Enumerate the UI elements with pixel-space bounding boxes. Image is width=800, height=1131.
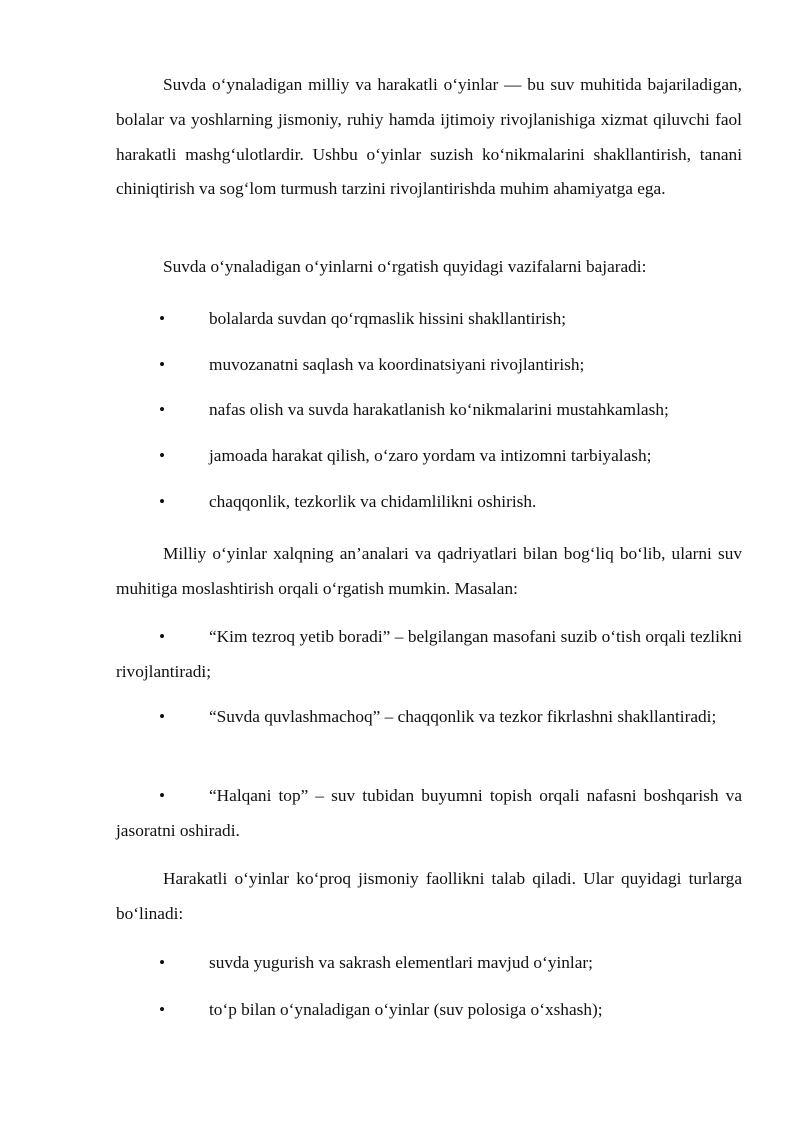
list-item-text: “Halqani top” – suv tubidan buyumni topish orqali nafasni boshqarish va jasoratni oshiradi. (116, 786, 742, 840)
list-item-text: nafas olish va suvda harakatlanish ko‘nikmalarini mustahkamlash; (209, 400, 669, 419)
tasks-intro-paragraph: Suvda o‘ynaladigan o‘yinlarni o‘rgatish quyidagi vazifalarni bajaradi: (163, 257, 647, 276)
list-item-text: suvda yugurish va sakrash elementlari mavjud o‘yinlar; (209, 953, 593, 972)
national-games-paragraph: Milliy o‘yinlar xalqning an’analari va qadriyatlari bilan bog‘liq bo‘lib, ularni suv muhitiga moslashtirish orqali o‘rgatish mumkin. Masalan: (116, 544, 742, 598)
list-item (116, 700, 742, 735)
bullet-icon: • (159, 492, 166, 511)
bullet-icon: • (159, 953, 166, 972)
list-item (116, 779, 742, 849)
list-item-text: to‘p bilan o‘ynaladigan o‘yinlar (suv polosiga o‘xshash); (209, 1000, 603, 1019)
bullet-icon: • (159, 309, 166, 328)
list-item (116, 620, 742, 690)
movement-games-paragraph: Harakatli o‘yinlar ko‘proq jismoniy faollikni talab qiladi. Ular quyidagi turlarga bo‘linadi: (116, 869, 742, 923)
bullet-icon: • (159, 786, 166, 805)
list-item-text: bolalarda suvdan qo‘rqmaslik hissini shakllantirish; (209, 309, 567, 328)
bullet-icon: • (159, 446, 166, 465)
bullet-icon: • (159, 627, 166, 646)
bullet-icon: • (159, 355, 166, 374)
list-item-text: “Suvda quvlashmachoq” – chaqqonlik va tezkor fikrlashni shakllantiradi; (209, 707, 717, 726)
bullet-icon: • (159, 707, 166, 726)
bullet-icon: • (159, 400, 166, 419)
list-item-text: jamoada harakat qilish, o‘zaro yordam va intizomni tarbiyalash; (209, 446, 652, 465)
list-item-text: chaqqonlik, tezkorlik va chidamlilikni oshirish. (209, 492, 537, 511)
list-item-text: muvozanatni saqlash va koordinatsiyani rivojlantirish; (209, 355, 585, 374)
list-item-text: “Kim tezroq yetib boradi” – belgilangan masofani suzib o‘tish orqali tezlikni rivojlantiradi; (116, 627, 742, 681)
bullet-icon: • (159, 1000, 166, 1019)
intro-paragraph: Suvda o‘ynaladigan milliy va harakatli o‘yinlar — bu suv muhitida bajariladigan, bolalar va yoshlarning jismoniy, ruhiy hamda ijtimoiy rivojlanishiga xizmat qiluvchi faol harakatli mashg‘ulotlardir. Ushbu o‘yinlar suzish ko‘nikmalarini shakllantirish, tanani chiniqtirish va sog‘lom turmush tarzini rivojlantirishda muhim ahamiyatga ega. (116, 75, 742, 199)
